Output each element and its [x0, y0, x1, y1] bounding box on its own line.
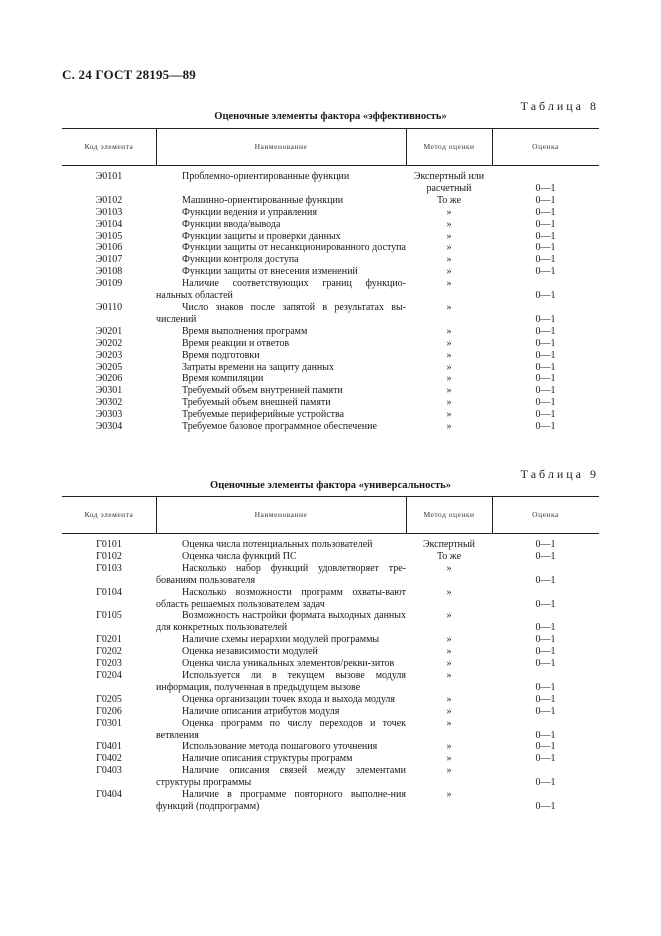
table-row [62, 670, 599, 694]
cell-name: Оценка независимости модулей [182, 646, 318, 658]
table-row [62, 610, 599, 634]
cell-score: 0—1 [535, 646, 556, 658]
cell-score: 0—1 [535, 598, 556, 610]
cell-score: 0—1 [535, 242, 556, 254]
cell-code: Э0203 [95, 349, 123, 361]
cell-score: 0—1 [535, 681, 556, 693]
table-efficiency [62, 128, 599, 433]
cell-code: Г0203 [96, 658, 122, 670]
cell-name: Требуемый объем внешней памяти [182, 397, 331, 409]
cell-method: То же [436, 194, 462, 206]
cell-score: 0—1 [535, 325, 556, 337]
cell-name: Функции защиты от внесения изменений [182, 266, 358, 278]
cell-name: Оценка программ по числу переходов и точек ветвления [156, 717, 406, 741]
cell-code: Г0201 [96, 634, 122, 646]
cell-score: 0—1 [535, 337, 556, 349]
cell-code: Г0101 [96, 539, 122, 550]
cell-score: 0—1 [535, 693, 556, 705]
cell-name: Используется ли в текущем вызове модуля информация, полученная в предыдущем вызове [156, 669, 406, 693]
header-method: Метод оценки [423, 510, 475, 519]
cell-code: Э0303 [95, 409, 123, 421]
table-row [62, 338, 599, 350]
cell-score: 0—1 [535, 194, 556, 206]
cell-score: 0—1 [535, 753, 556, 765]
cell-name: Наличие описания связей между элементами структуры программы [156, 765, 406, 789]
cell-method: » [446, 741, 452, 753]
cell-method: То же [436, 550, 462, 562]
page-header: С. 24 ГОСТ 28195—89 [62, 67, 196, 82]
table-row [62, 409, 599, 421]
cell-method: » [446, 397, 452, 409]
cell-code: Э0301 [95, 385, 123, 397]
cell-score: 0—1 [535, 397, 556, 409]
cell-name: Время компиляции [182, 373, 264, 385]
table-title: Оценочные элементы фактора «универсальность» [210, 480, 451, 491]
cell-name: Время подготовки [182, 349, 260, 361]
table-body [62, 539, 599, 813]
cell-code: Э0103 [95, 206, 123, 218]
table-row [62, 765, 599, 789]
table-row [62, 587, 599, 611]
cell-code: Г0205 [96, 693, 122, 705]
table-row [62, 350, 599, 362]
cell-code: Э0202 [95, 337, 123, 349]
cell-name: Затраты времени на защиту данных [182, 361, 334, 373]
table-row [62, 195, 599, 207]
cell-name: Время реакции и ответов [182, 337, 290, 349]
header-method: Метод оценки [423, 142, 475, 151]
cell-score: 0—1 [535, 266, 556, 278]
cell-name: Наличие схемы иерархии модулей программы [182, 634, 380, 646]
table-row [62, 207, 599, 219]
cell-score: 0—1 [535, 254, 556, 266]
cell-code: Г0102 [96, 550, 122, 562]
cell-name: Насколько набор функций удовлетворяет тре-бованиям пользователя [156, 562, 406, 586]
cell-method: Экспертный или расчетный [413, 171, 485, 194]
header-code: Код элемента [84, 142, 134, 151]
table-row [62, 789, 599, 813]
cell-method: » [446, 409, 452, 421]
cell-name: Оценка числа потенциальных пользователей [182, 539, 373, 550]
cell-code: Э0206 [95, 373, 123, 385]
table-row [62, 231, 599, 243]
cell-code: Г0105 [96, 610, 122, 622]
table-header [62, 128, 599, 166]
cell-method: » [446, 586, 452, 598]
cell-name: Функции контроля доступа [182, 254, 299, 266]
cell-score: 0—1 [535, 539, 556, 550]
cell-method: » [446, 266, 452, 278]
cell-code: Э0201 [95, 325, 123, 337]
cell-score: 0—1 [535, 741, 556, 753]
cell-score: 0—1 [535, 800, 556, 812]
table-row [62, 266, 599, 278]
cell-score: 0—1 [535, 230, 556, 242]
cell-method: » [446, 753, 452, 765]
cell-method: » [446, 658, 452, 670]
table-row [62, 278, 599, 302]
cell-code: Г0104 [96, 586, 122, 598]
cell-name: Наличие соответствующих границ функцио-нальных областей [156, 278, 406, 302]
table-row [62, 658, 599, 670]
cell-name: Требуемое базовое программное обеспечение [182, 421, 377, 433]
table-title: Оценочные элементы фактора «эффективность» [214, 111, 447, 122]
cell-score: 0—1 [535, 777, 556, 789]
cell-score: 0—1 [535, 409, 556, 421]
table-row [62, 563, 599, 587]
cell-method: » [446, 242, 452, 254]
cell-code: Э0110 [95, 301, 123, 313]
cell-method: » [446, 646, 452, 658]
table-row [62, 753, 599, 765]
cell-method: » [446, 765, 452, 777]
cell-name: Функции защиты от несанкционированного доступа [182, 242, 406, 254]
cell-code: Э0205 [95, 361, 123, 373]
cell-method: Экспертный [422, 539, 476, 550]
cell-method: » [446, 717, 452, 729]
cell-score: 0—1 [535, 361, 556, 373]
table-row [62, 741, 599, 753]
table-row [62, 694, 599, 706]
cell-score: 0—1 [535, 373, 556, 385]
table-row [62, 242, 599, 254]
cell-code: Э0108 [95, 266, 123, 278]
header-name: Наименование [254, 142, 308, 151]
cell-method: » [446, 301, 452, 313]
table-row [62, 302, 599, 326]
cell-score: 0—1 [535, 658, 556, 670]
cell-method: » [446, 610, 452, 622]
table-row [62, 421, 599, 433]
cell-name: Требуемый объем внутренней памяти [182, 385, 343, 397]
table-row [62, 326, 599, 338]
cell-code: Г0401 [96, 741, 122, 753]
cell-name: Наличие описания атрибутов модуля [182, 705, 340, 717]
cell-code: Э0102 [95, 194, 123, 206]
cell-score: 0—1 [535, 313, 556, 325]
table-header [62, 496, 599, 534]
cell-method: » [446, 373, 452, 385]
cell-code: Э0106 [95, 242, 123, 254]
cell-name: Функции ввода/вывода [182, 218, 281, 230]
cell-score: 0—1 [535, 218, 556, 230]
table-universality [62, 496, 599, 813]
table-body [62, 171, 599, 433]
cell-code: Г0404 [96, 789, 122, 801]
table-row [62, 385, 599, 397]
cell-score: 0—1 [535, 182, 556, 194]
cell-code: Г0202 [96, 646, 122, 658]
table-row [62, 397, 599, 409]
cell-code: Г0206 [96, 705, 122, 717]
cell-method: » [446, 705, 452, 717]
cell-score: 0—1 [535, 622, 556, 634]
cell-name: Проблемно-ориентированные функции [182, 171, 350, 182]
table-row [62, 551, 599, 563]
cell-method: » [446, 218, 452, 230]
cell-score: 0—1 [535, 290, 556, 302]
cell-method: » [446, 278, 452, 290]
table-row [62, 718, 599, 742]
cell-score: 0—1 [535, 421, 556, 433]
cell-name: Оценка числа функций ПС [182, 550, 297, 562]
cell-score: 0—1 [535, 349, 556, 361]
cell-name: Наличие описания структуры программ [182, 753, 353, 765]
cell-code: Г0301 [96, 717, 122, 729]
table-number: Таблица 8 [520, 99, 599, 113]
cell-method: » [446, 206, 452, 218]
header-name: Наименование [254, 510, 308, 519]
cell-method: » [446, 789, 452, 801]
cell-code: Г0103 [96, 562, 122, 574]
cell-name: Оценка организации точек входа и выхода модуля [182, 693, 396, 705]
cell-score: 0—1 [535, 574, 556, 586]
cell-code: Э0302 [95, 397, 123, 409]
cell-code: Э0101 [95, 171, 123, 182]
cell-method: » [446, 562, 452, 574]
cell-code: Э0104 [95, 218, 123, 230]
table-row [62, 646, 599, 658]
cell-method: » [446, 254, 452, 266]
cell-method: » [446, 693, 452, 705]
table-row [62, 171, 599, 195]
cell-method: » [446, 361, 452, 373]
table-row [62, 219, 599, 231]
cell-score: 0—1 [535, 550, 556, 562]
cell-code: Э0107 [95, 254, 123, 266]
table-row [62, 362, 599, 374]
cell-code: Э0109 [95, 278, 123, 290]
cell-method: » [446, 230, 452, 242]
cell-score: 0—1 [535, 729, 556, 741]
cell-name: Время выполнения программ [182, 325, 308, 337]
cell-name: Оценка числа уникальных элементов/рекви-зитов [182, 658, 395, 670]
table-row [62, 634, 599, 646]
cell-code: Э0105 [95, 230, 123, 242]
header-code: Код элемента [84, 510, 134, 519]
cell-name: Насколько возможности программ охваты-вают область решаемых пользователем задач [156, 586, 406, 610]
cell-name: Требуемые периферийные устройства [182, 409, 345, 421]
cell-name: Машинно-ориентированные функции [182, 194, 344, 206]
cell-name: Использование метода пошагового уточнения [182, 741, 378, 753]
cell-code: Э0304 [95, 421, 123, 433]
cell-method: » [446, 325, 452, 337]
cell-method: » [446, 669, 452, 681]
cell-method: » [446, 349, 452, 361]
table-number: Таблица 9 [520, 467, 599, 481]
cell-code: Г0402 [96, 753, 122, 765]
cell-name: Возможность настройки формата выходных данных для конкретных пользователей [156, 610, 406, 634]
cell-code: Г0403 [96, 765, 122, 777]
cell-method: » [446, 634, 452, 646]
table-row [62, 706, 599, 718]
cell-name: Число знаков после запятой в результатах вы-числений [156, 301, 406, 325]
cell-method: » [446, 421, 452, 433]
header-score: Оценка [532, 510, 559, 519]
cell-score: 0—1 [535, 634, 556, 646]
cell-score: 0—1 [535, 206, 556, 218]
cell-method: » [446, 337, 452, 349]
cell-name: Наличие в программе повторного выполне-ния функций (подпрограмм) [156, 789, 406, 812]
cell-score: 0—1 [535, 705, 556, 717]
table-row [62, 539, 599, 551]
cell-code: Г0204 [96, 669, 122, 681]
header-score: Оценка [532, 142, 559, 151]
cell-name: Функции ведения и управления [182, 206, 317, 218]
table-row [62, 373, 599, 385]
cell-score: 0—1 [535, 385, 556, 397]
cell-method: » [446, 385, 452, 397]
cell-name: Функции защиты и проверки данных [182, 230, 341, 242]
table-row [62, 254, 599, 266]
